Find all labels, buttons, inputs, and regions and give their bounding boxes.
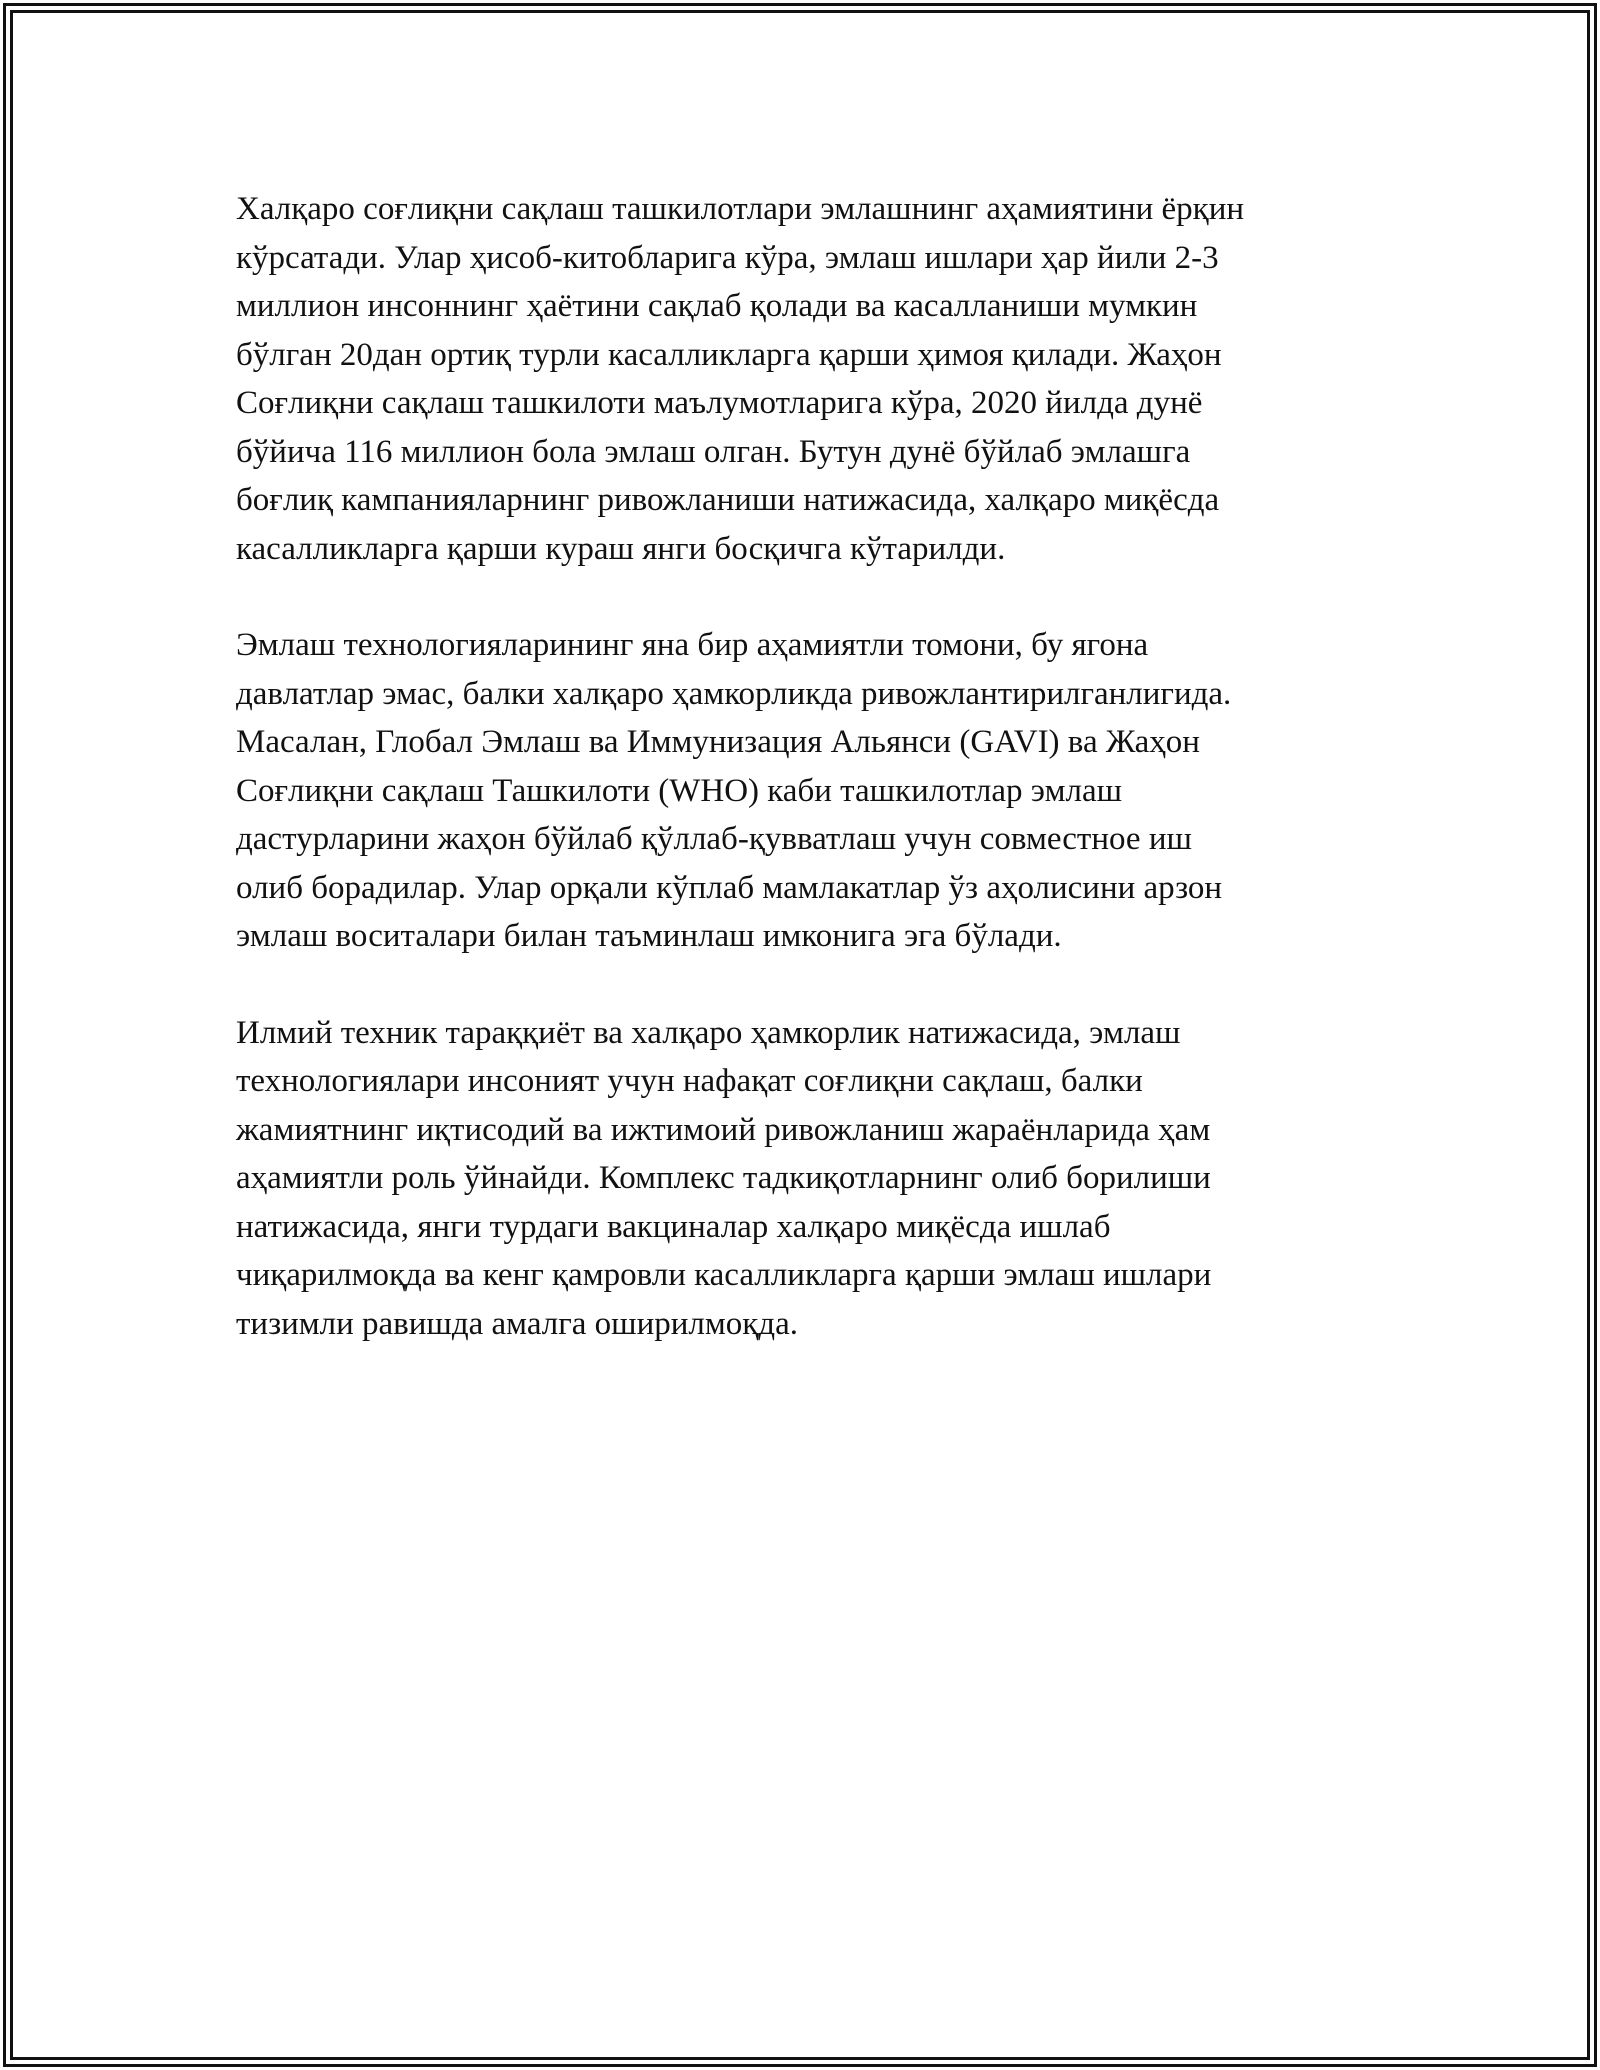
- text-line: жамиятнинг иқтисодий ва ижтимоий ривожланиш жараёнларида ҳам: [236, 1111, 1211, 1148]
- text-line: Масалан, Глобал Эмлаш ва Иммунизация Альянси (GAVI) ва Жаҳон: [236, 724, 1200, 760]
- text-line: чиқарилмоқда ва кенг қамровли касалликларга қарши эмлаш ишлари: [236, 1257, 1212, 1293]
- text-line: Соғлиқни сақлаш Ташкилоти (WHO) каби ташкилотлар эмлаш: [236, 772, 1123, 809]
- text-line: бўлган 20дан ортиқ турли касалликларга қарши ҳимоя қилади. Жаҳон: [236, 336, 1222, 373]
- text-line: боғлиқ кампанияларнинг ривожланиши натижасида, халқаро миқёсда: [236, 482, 1220, 518]
- paragraph-1: [236, 185, 1386, 573]
- text-line: олиб борадилар. Улар орқали кўплаб мамлакатлар ўз аҳолисини арзон: [236, 869, 1223, 906]
- text-line: Соғлиқни сақлаш ташкилоти маълумотларига кўра, 2020 йилда дунё: [236, 385, 1203, 421]
- text-line: миллион инсоннинг ҳаётини сақлаб қолади ва касалланиши мумкин: [236, 288, 1198, 324]
- text-line: натижасида, янги турдаги вакциналар халқаро миқёсда ишлаб: [236, 1208, 1111, 1245]
- text-line: Илмий техник тараққиёт ва халқаро ҳамкорлик натижасида, эмлаш: [236, 1014, 1181, 1051]
- text-line: касалликларга қарши кураш янги босқичга кўтарилди.: [236, 530, 1006, 567]
- document-body: [236, 185, 1386, 1396]
- text-line: тизимли равишда амалга оширилмоқда.: [236, 1305, 798, 1342]
- paragraph-2: [236, 621, 1386, 961]
- text-line: технологиялари инсоният учун нафақат соғлиқни сақлаш, балки: [236, 1063, 1143, 1099]
- text-line: кўрсатади. Улар ҳисоб-китобларига кўра, эмлаш ишлари ҳар йили 2-3: [236, 239, 1219, 276]
- text-line: дастурларини жаҳон бўйлаб қўллаб-қувватлаш учун совместное иш: [236, 821, 1192, 857]
- text-line: Эмлаш технологияларининг яна бир аҳамиятли томони, бу ягона: [236, 627, 1149, 663]
- text-line: бўйича 116 миллион бола эмлаш олган. Бутун дунё бўйлаб эмлашга: [236, 433, 1191, 470]
- text-line: давлатлар эмас, балки халқаро ҳамкорликда ривожлантирилганлигида.: [236, 675, 1232, 712]
- paragraph-3: [236, 1009, 1386, 1349]
- text-line: эмлаш воситалари билан таъминлаш имконига эга бўлади.: [236, 918, 1062, 954]
- text-line: аҳамиятли роль ўйнайди. Комплекс тадкиқотларнинг олиб борилиши: [236, 1160, 1211, 1196]
- text-line: Халқаро соғлиқни сақлаш ташкилотлари эмлашнинг аҳамиятини ёрқин: [236, 191, 1245, 227]
